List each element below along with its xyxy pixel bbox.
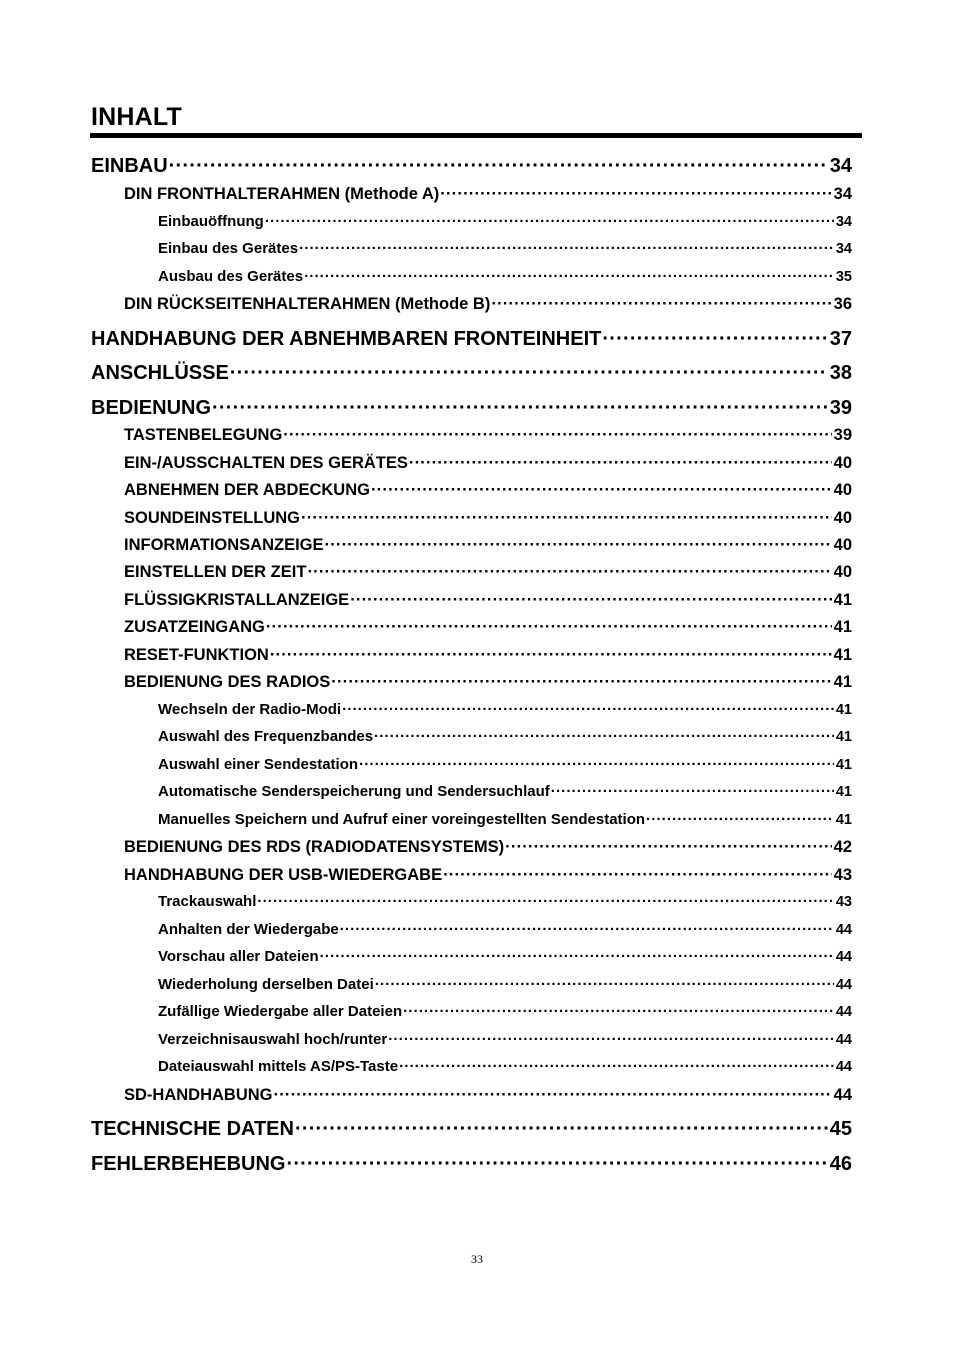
toc-entry[interactable]: [124, 185, 852, 205]
toc-leader-dots: [375, 976, 834, 994]
toc-entry[interactable]: [124, 866, 852, 886]
toc-entry-page: 44: [833, 1086, 852, 1104]
toc-entry-label: Auswahl des Frequenzbandes: [158, 728, 374, 745]
toc-entry-label: BEDIENUNG: [91, 397, 212, 419]
toc-entry-label: Wechseln der Radio-Modi: [158, 701, 342, 718]
toc-entry[interactable]: [124, 673, 852, 693]
toc-entry[interactable]: [158, 1031, 852, 1049]
toc-entry[interactable]: [124, 838, 852, 858]
toc-entry-label: Ausbau des Gerätes: [158, 268, 304, 285]
toc-entry[interactable]: [158, 948, 852, 966]
toc-entry[interactable]: [158, 213, 852, 231]
toc-entry[interactable]: [158, 1058, 852, 1076]
toc-entry-label: DIN RÜCKSEITENHALTERAHMEN (Methode B): [124, 295, 491, 313]
toc-entry-label: BEDIENUNG DES RDS (RADIODATENSYSTEMS): [124, 838, 505, 856]
toc-entry-page: 41: [835, 784, 852, 800]
toc-entry-label: DIN FRONTHALTERAHMEN (Methode A): [124, 185, 440, 203]
toc-entry-label: ANSCHLÜSSE: [91, 362, 229, 384]
toc-entry-page: 46: [829, 1153, 852, 1175]
toc-entry-page: 40: [833, 509, 852, 527]
toc-entry-label: ZUSATZEINGANG: [124, 618, 265, 636]
toc-entry[interactable]: [124, 563, 852, 583]
toc-entry-label: ABNEHMEN DER ABDECKUNG: [124, 481, 370, 499]
toc-entry-page: 42: [833, 838, 852, 856]
toc-entry-page: 41: [833, 618, 852, 636]
toc-entry-page: 44: [835, 1032, 852, 1048]
toc-entry[interactable]: [158, 701, 852, 719]
toc-entry[interactable]: [158, 783, 852, 801]
toc-leader-dots: [359, 756, 834, 774]
toc-leader-dots: [230, 361, 828, 385]
toc-entry[interactable]: [158, 240, 852, 258]
toc-entry-label: INFORMATIONSANZEIGE: [124, 536, 324, 554]
toc-entry-page: 43: [835, 894, 852, 910]
toc-entry-page: 36: [833, 295, 852, 313]
toc-entry-page: 44: [835, 977, 852, 993]
toc-entry[interactable]: [158, 976, 852, 994]
toc-entry-page: 40: [833, 454, 852, 472]
toc-entry-label: TECHNISCHE DATEN: [91, 1118, 294, 1140]
toc-entry-label: Einbau des Gerätes: [158, 240, 299, 257]
toc-entry[interactable]: [158, 893, 852, 911]
toc-entry-label: SD-HANDHABUNG: [124, 1086, 273, 1104]
toc-entry[interactable]: [91, 154, 852, 178]
toc-leader-dots: [350, 591, 831, 611]
toc-entry-label: EINSTELLEN DER ZEIT: [124, 563, 307, 581]
toc-leader-dots: [388, 1031, 834, 1049]
toc-entry-page: 41: [835, 757, 852, 773]
toc-entry[interactable]: [124, 536, 852, 556]
toc-entry-label: SOUNDEINSTELLUNG: [124, 509, 301, 527]
toc-entry[interactable]: [158, 756, 852, 774]
toc-entry-label: Dateiauswahl mittels AS/PS-Taste: [158, 1058, 399, 1075]
page-number: 33: [471, 1252, 483, 1266]
toc-entry-page: 39: [833, 426, 852, 444]
toc-entry-page: 41: [833, 673, 852, 691]
toc-entry-page: 41: [835, 812, 852, 828]
toc-entry[interactable]: [91, 1117, 852, 1141]
toc-entry[interactable]: [91, 1152, 852, 1176]
toc-entry-page: 41: [833, 646, 852, 664]
toc-leader-dots: [403, 1003, 834, 1021]
toc-entry-page: 41: [835, 729, 852, 745]
toc-entry[interactable]: [91, 327, 852, 351]
toc-entry[interactable]: [124, 295, 852, 315]
toc-leader-dots: [169, 154, 828, 178]
toc-entry-label: HANDHABUNG DER USB-WIEDERGABE: [124, 866, 443, 884]
toc-leader-dots: [295, 1117, 828, 1141]
toc-leader-dots: [299, 240, 834, 258]
toc-leader-dots: [440, 185, 831, 205]
toc-leader-dots: [551, 783, 834, 801]
toc-entry-page: 44: [835, 1059, 852, 1075]
toc-entry-label: Trackauswahl: [158, 893, 257, 910]
toc-leader-dots: [283, 426, 831, 446]
toc-leader-dots: [331, 673, 831, 693]
toc-leader-dots: [257, 893, 833, 911]
toc-leader-dots: [409, 454, 832, 474]
toc-entry-page: 44: [835, 949, 852, 965]
toc-entry-label: Manuelles Speichern und Aufruf einer voreingestellten Sendestation: [158, 811, 646, 828]
toc-entry[interactable]: [158, 268, 852, 286]
toc-leader-dots: [274, 1086, 832, 1106]
toc-entry[interactable]: [91, 361, 852, 385]
toc-leader-dots: [505, 838, 832, 858]
toc-entry-label: BEDIENUNG DES RADIOS: [124, 673, 331, 691]
page-title: INHALT: [91, 103, 182, 131]
toc-leader-dots: [371, 481, 832, 501]
toc-entry-page: 39: [829, 397, 852, 419]
toc-leader-dots: [270, 646, 832, 666]
toc-entry[interactable]: [158, 921, 852, 939]
toc-leader-dots: [602, 327, 827, 351]
toc-leader-dots: [399, 1058, 834, 1076]
toc-entry-label: RESET-FUNKTION: [124, 646, 269, 664]
toc-entry-label: Auswahl einer Sendestation: [158, 756, 359, 773]
toc-leader-dots: [320, 948, 834, 966]
toc-entry[interactable]: [124, 618, 852, 638]
toc-entry-label: Verzeichnisauswahl hoch/runter: [158, 1031, 388, 1048]
toc-leader-dots: [286, 1152, 827, 1176]
toc-leader-dots: [342, 701, 834, 719]
toc-leader-dots: [266, 618, 832, 638]
toc-entry-page: 35: [835, 269, 852, 285]
toc-leader-dots: [646, 811, 834, 829]
toc-entry-page: 45: [829, 1118, 852, 1140]
toc-leader-dots: [212, 396, 828, 420]
toc-entry-page: 41: [833, 591, 852, 609]
toc-entry[interactable]: [158, 1003, 852, 1021]
toc-entry[interactable]: [124, 646, 852, 666]
toc-entry-page: 43: [833, 866, 852, 884]
toc-entry-label: Vorschau aller Dateien: [158, 948, 319, 965]
toc-leader-dots: [374, 728, 834, 746]
toc-entry[interactable]: [124, 426, 852, 446]
toc-entry-page: 38: [829, 362, 852, 384]
toc-entry-label: FEHLERBEHEBUNG: [91, 1153, 286, 1175]
toc-entry[interactable]: [124, 481, 852, 501]
toc-entry-page: 40: [833, 536, 852, 554]
toc-leader-dots: [325, 536, 832, 556]
toc-entry-label: Automatische Senderspeicherung und Sendersuchlauf: [158, 783, 550, 800]
toc-entry-label: FLÜSSIGKRISTALLANZEIGE: [124, 591, 350, 609]
toc-leader-dots: [307, 563, 831, 583]
toc-entry-label: Wiederholung derselben Datei: [158, 976, 374, 993]
toc-entry-label: TASTENBELEGUNG: [124, 426, 283, 444]
toc-entry[interactable]: [124, 1086, 852, 1106]
toc-leader-dots: [491, 295, 831, 315]
toc-entry-page: 37: [829, 328, 852, 350]
toc-entry-page: 34: [829, 155, 852, 177]
toc-leader-dots: [340, 921, 834, 939]
toc-entry-label: HANDHABUNG DER ABNEHMBAREN FRONTEINHEIT: [91, 328, 602, 350]
toc-entry-page: 44: [835, 1004, 852, 1020]
toc-entry-label: Zufällige Wiedergabe aller Dateien: [158, 1003, 403, 1020]
toc-entry[interactable]: [158, 811, 852, 829]
toc-entry-label: Anhalten der Wiedergabe: [158, 921, 339, 938]
toc-entry-label: EIN-/AUSSCHALTEN DES GERÄTES: [124, 454, 408, 472]
toc-entry-page: 41: [835, 702, 852, 718]
toc-entry[interactable]: [124, 454, 852, 474]
toc-entry-page: 34: [835, 214, 852, 230]
toc-entry-label: Einbauöffnung: [158, 213, 264, 230]
toc-entry-page: 34: [833, 185, 852, 203]
toc-entry-page: 40: [833, 481, 852, 499]
toc-entry-label: EINBAU: [91, 155, 168, 177]
toc-entry-page: 40: [833, 563, 852, 581]
toc-entry-page: 34: [835, 241, 852, 257]
toc-entry-page: 44: [835, 922, 852, 938]
toc-entry[interactable]: [158, 728, 852, 746]
toc-leader-dots: [304, 268, 834, 286]
toc-leader-dots: [301, 509, 832, 529]
toc-leader-dots: [443, 866, 832, 886]
toc-entry[interactable]: [124, 591, 852, 611]
toc-leader-dots: [265, 213, 834, 231]
toc-entry[interactable]: [124, 509, 852, 529]
toc-entry[interactable]: [91, 396, 852, 420]
